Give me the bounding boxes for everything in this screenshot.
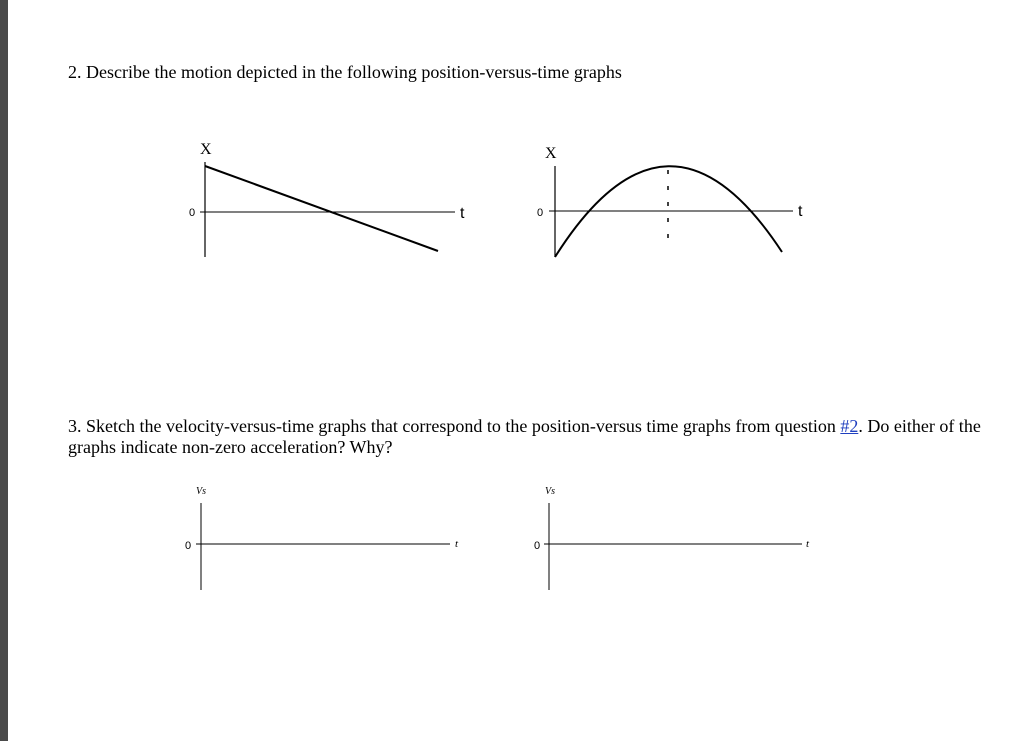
y-axis-label: Vs	[196, 486, 206, 497]
origin-label: 0	[189, 207, 196, 219]
question-3-text-end: . Do either of the graphs indicate non-zero acceleration? Why?	[68, 416, 981, 457]
position-curve	[555, 166, 782, 257]
x-axis-label: t	[806, 538, 810, 550]
velocity-graph-left	[185, 486, 459, 590]
y-axis-label: Vs	[545, 486, 555, 497]
question-2-text: 2. Describe the motion depicted in the following position-versus-time graphs	[68, 62, 622, 82]
question-3-text-start: 3. Sketch the velocity-versus-time graphs that correspond to the position-versus time graphs from question	[68, 416, 841, 436]
origin-label: 0	[534, 540, 541, 552]
origin-label: 0	[185, 540, 192, 552]
y-axis-label: X	[200, 141, 212, 158]
x-axis-label: t	[455, 538, 459, 550]
y-axis-label: X	[545, 145, 557, 162]
position-line	[205, 166, 438, 251]
origin-label: 0	[537, 207, 544, 219]
question-reference-link[interactable]: #2	[840, 416, 859, 436]
x-axis-label: t	[798, 203, 803, 220]
x-axis-label: t	[460, 205, 465, 222]
position-graph-left	[189, 141, 465, 257]
position-graph-right	[537, 145, 803, 257]
velocity-graph-right	[534, 486, 810, 590]
